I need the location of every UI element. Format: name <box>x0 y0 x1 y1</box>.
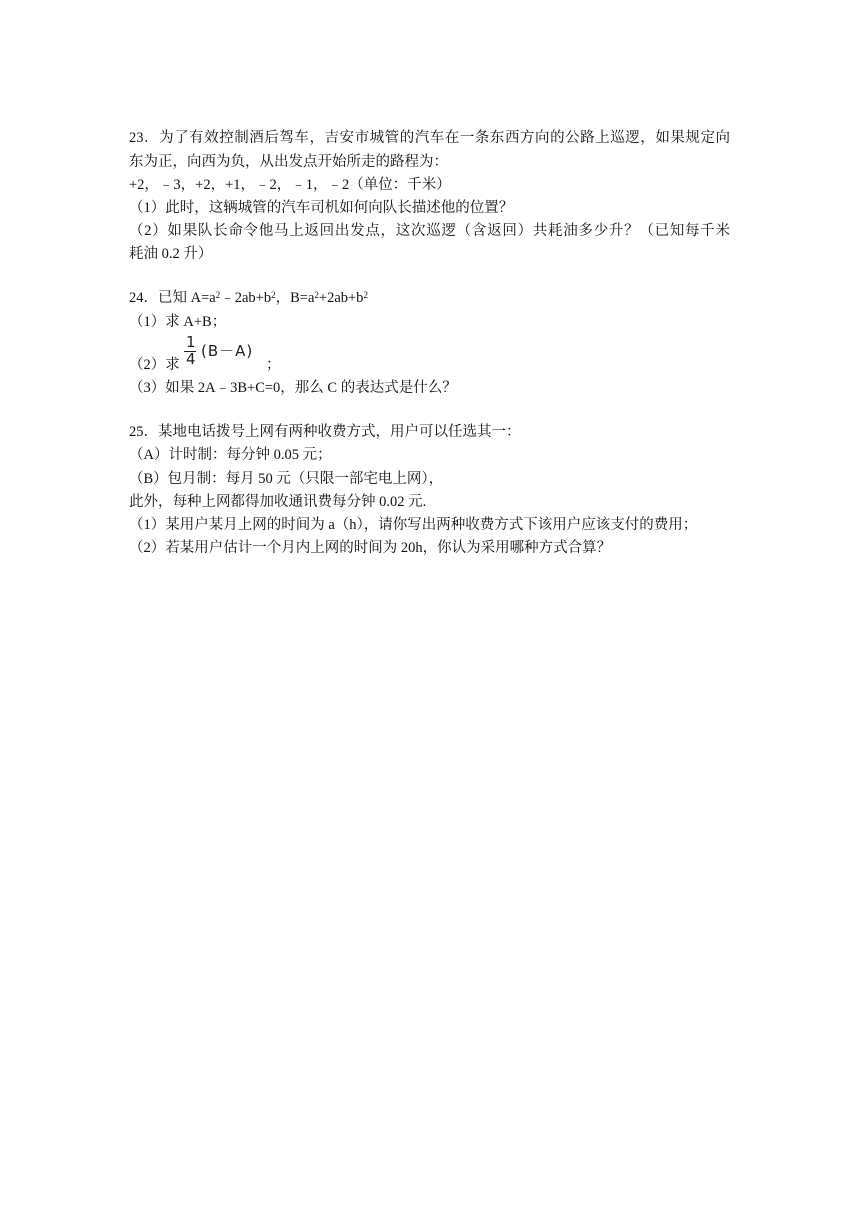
q24-part-3: （3）如果 2A﹣3B+C=0，那么 C 的表达式是什么？ <box>129 380 457 396</box>
fraction-numerator: 1 <box>186 333 196 351</box>
q24-stem-a: 24．已知 A=a <box>129 290 216 306</box>
q24-stem <box>129 288 368 308</box>
q25-note: 此外，每种上网都得加收通讯费每分钟 0.02 元. <box>129 494 427 510</box>
q25-option-a: （A）计时制：每分钟 0.05 元； <box>129 447 332 463</box>
q24-stem-c: ，B=a <box>275 290 315 306</box>
q24-part-2-suffix: ； <box>266 357 281 373</box>
q24-part-1: （1）求 A+B； <box>129 314 227 330</box>
q23-line-3: +2，﹣3，+2，+1，﹣2，﹣1，﹣2（单位：千米） <box>129 177 451 193</box>
q25-part-2: （2）若某用户估计一个月内上网的时间为 20h，你认为采用哪种方式合算？ <box>129 540 612 556</box>
q25-option-b: （B）包月制：每月 50 元（只限一部宅电上网）， <box>129 471 444 487</box>
fraction-denominator: 4 <box>186 350 196 368</box>
q25-stem: 25．某地电话拨号上网有两种收费方式，用户可以任选其一： <box>129 424 521 440</box>
q23-part-2-cont: 耗油 0.2 升） <box>129 246 213 262</box>
fraction-expression: (B－A) <box>201 342 254 360</box>
q24-sup-4: 2 <box>363 290 368 300</box>
q23-line-1: 23．为了有效控制酒后驾车，吉安市城管的汽车在一条东西方向的公路上巡逻，如果规定向 <box>129 130 730 146</box>
q23-part-2: （2）如果队长命令他马上返回出发点，这次巡逻（含返回）共耗油多少升？（已知每千米 <box>129 223 730 239</box>
q23-part-1: （1）此时，这辆城管的汽车司机如何向队长描述他的位置？ <box>129 200 514 216</box>
q25-part-1: （1）某用户某月上网的时间为 a（h），请你写出两种收费方式下该用户应该支付的费用； <box>129 517 698 533</box>
q24-part-2-prefix: （2）求 <box>129 357 180 373</box>
q24-stem-d: +2ab+b <box>318 290 364 306</box>
fraction-formula-image <box>184 333 264 369</box>
q24-sup-2: 2 <box>271 290 276 300</box>
q24-stem-b: ﹣2ab+b <box>220 290 272 306</box>
q23-line-2: 东为正，向西为负，从出发点开始所走的路程为： <box>129 154 448 170</box>
q24-sup-1: 2 <box>215 290 221 300</box>
q24-sup-3: 2 <box>314 290 319 300</box>
